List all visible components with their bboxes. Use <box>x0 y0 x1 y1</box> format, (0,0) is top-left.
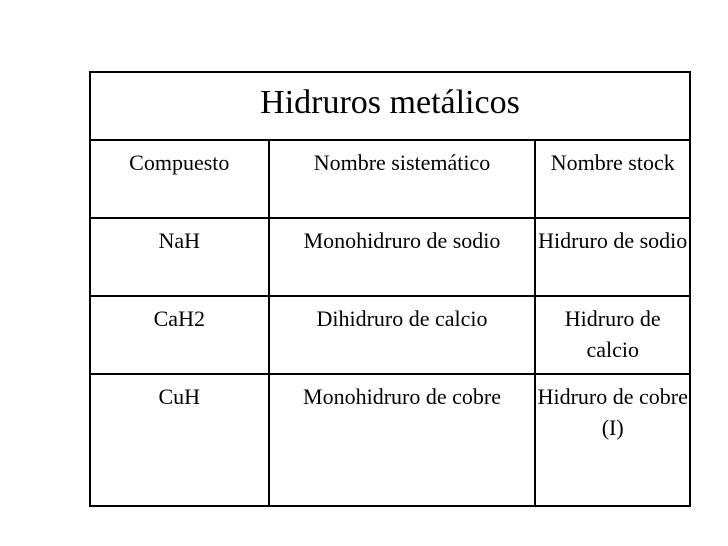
compound-cell <box>90 374 269 506</box>
column-header-compound <box>90 140 269 218</box>
stock-name: Hidruro de calcio <box>564 306 661 362</box>
compound-cell <box>90 218 269 296</box>
stock-name: Hidruro de cobre (I) <box>537 384 688 440</box>
column-header-systematic-name-text: Nombre sistemático <box>313 150 491 175</box>
column-header-stock-name-text: Nombre stock <box>550 150 675 175</box>
systematic-name-cell <box>269 296 536 374</box>
table-header-row <box>90 140 690 218</box>
table-row <box>90 374 690 506</box>
compound-formula: CuH <box>158 384 201 409</box>
systematic-name: Monohidruro de cobre <box>303 384 501 409</box>
systematic-name-cell <box>269 374 536 506</box>
column-header-stock-name <box>535 140 690 218</box>
compound-cell <box>90 296 269 374</box>
compound-formula: NaH <box>158 228 201 253</box>
systematic-name: Monohidruro de sodio <box>303 228 501 253</box>
stock-name-cell <box>535 218 690 296</box>
table-row <box>90 296 690 374</box>
stock-name-cell <box>535 374 690 506</box>
column-header-compound-text: Compuesto <box>129 150 230 175</box>
table-title <box>90 72 690 140</box>
table-title-row <box>90 72 690 140</box>
compound-formula: CaH2 <box>153 306 205 331</box>
hydrides-table <box>89 71 691 507</box>
systematic-name: Dihidruro de calcio <box>316 306 488 331</box>
stock-name: Hidruro de sodio <box>538 228 688 253</box>
table-row <box>90 218 690 296</box>
systematic-name-cell <box>269 218 536 296</box>
column-header-systematic-name <box>269 140 536 218</box>
table-title-text: Hidruros metálicos <box>260 84 520 121</box>
stock-name-cell <box>535 296 690 374</box>
